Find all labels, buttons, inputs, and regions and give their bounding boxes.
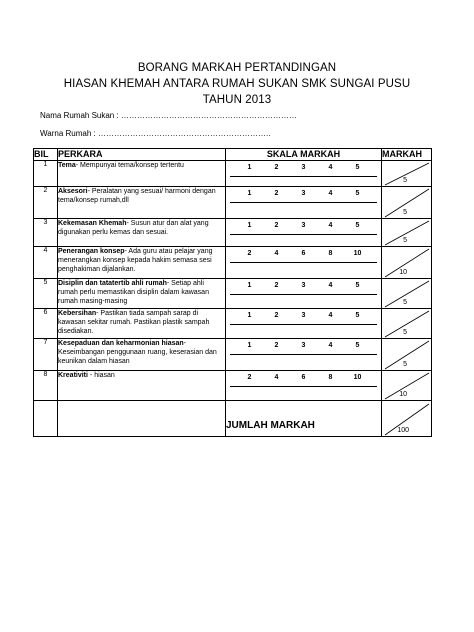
scale-value[interactable]: 2	[274, 312, 279, 319]
nama-rumah-blank: …………………………………………………………	[120, 111, 297, 120]
max-score: 5	[403, 237, 407, 244]
row-number: 3	[34, 219, 58, 247]
nama-rumah-label: Nama Rumah Sukan :	[40, 111, 119, 120]
row-number: 6	[34, 309, 58, 339]
scale-value[interactable]: 5	[355, 190, 360, 197]
criterion-label: Disiplin dan tatatertib ahli rumah	[58, 280, 167, 287]
scale-value[interactable]: 1	[247, 190, 252, 197]
row-number: 1	[34, 161, 58, 187]
scale-value[interactable]: 5	[355, 312, 360, 319]
header-skala-markah: SKALA MARKAH	[226, 149, 382, 161]
scale-cell	[226, 161, 382, 187]
scale-value[interactable]: 4	[328, 282, 333, 289]
header-perkara: PERKARA	[58, 149, 226, 161]
scale-value[interactable]: 4	[328, 190, 333, 197]
scale-cell	[226, 339, 382, 371]
scale-value[interactable]: 2	[274, 164, 279, 171]
max-score: 5	[403, 361, 407, 368]
criterion-label: Tema	[58, 162, 76, 169]
total-row	[34, 401, 432, 437]
scale-underline	[230, 354, 377, 355]
scale-value[interactable]: 3	[301, 342, 306, 349]
scale-value[interactable]: 2	[274, 282, 279, 289]
nama-rumah-field	[40, 111, 297, 120]
markah-cell[interactable]	[382, 339, 432, 371]
total-perkara-cell	[58, 401, 226, 437]
scale-value[interactable]: 6	[301, 374, 306, 381]
markah-cell[interactable]	[382, 161, 432, 187]
criterion-label: Penerangan konsep	[58, 248, 125, 255]
scale-cell	[226, 247, 382, 279]
table-row	[34, 279, 432, 309]
scale-value[interactable]: 1	[247, 164, 252, 171]
criterion-label: Kesepaduan dan keharmonian hiasan	[58, 340, 184, 347]
table-header-row	[34, 149, 432, 161]
scale-value[interactable]: 5	[355, 164, 360, 171]
markah-cell[interactable]	[382, 309, 432, 339]
title-line-1: BORANG MARKAH PERTANDINGAN	[137, 62, 337, 74]
scale-value[interactable]: 8	[328, 250, 333, 257]
row-number: 8	[34, 371, 58, 401]
scale-value[interactable]: 5	[355, 282, 360, 289]
criterion-cell	[58, 309, 226, 339]
scale-value[interactable]: 3	[301, 312, 306, 319]
score-table	[33, 148, 432, 437]
criterion-cell	[58, 187, 226, 219]
warna-rumah-label: Warna Rumah :	[40, 129, 96, 138]
criterion-cell	[58, 371, 226, 401]
scale-value[interactable]: 5	[355, 342, 360, 349]
total-label	[226, 401, 382, 437]
header-markah: MARKAH	[382, 149, 432, 161]
criterion-description: - Setiap ahli rumah perlu memastikan disiplin dalam kawasan rumah masing-masing	[58, 280, 209, 305]
row-number: 7	[34, 339, 58, 371]
scale-value[interactable]: 3	[301, 190, 306, 197]
title-line-3: TAHUN 2013	[202, 94, 272, 106]
row-number: 2	[34, 187, 58, 219]
scale-value[interactable]: 10	[353, 250, 362, 257]
markah-diagonal-line	[382, 219, 432, 247]
scale-underline	[230, 386, 377, 387]
scale-underline	[230, 176, 377, 177]
scale-cell	[226, 371, 382, 401]
markah-diagonal-line	[382, 309, 432, 339]
markah-cell[interactable]	[382, 187, 432, 219]
scale-value[interactable]: 8	[328, 374, 333, 381]
markah-diagonal-line	[382, 279, 432, 309]
criterion-cell	[58, 279, 226, 309]
criterion-cell	[58, 247, 226, 279]
scale-underline	[230, 202, 377, 203]
scale-value[interactable]: 4	[328, 312, 333, 319]
scale-underline	[230, 294, 377, 295]
max-score: 5	[403, 209, 407, 216]
total-label-text: JUMLAH MARKAH	[226, 420, 315, 431]
table-row	[34, 339, 432, 371]
criterion-cell	[58, 339, 226, 371]
scale-value[interactable]: 2	[274, 190, 279, 197]
scale-cell	[226, 187, 382, 219]
scale-underline	[230, 262, 377, 263]
warna-rumah-field	[40, 129, 270, 138]
scale-value[interactable]: 1	[247, 342, 252, 349]
max-score: 10	[399, 391, 407, 398]
scale-value[interactable]: 3	[301, 222, 306, 229]
scale-value[interactable]: 2	[247, 374, 252, 381]
markah-diagonal-line	[382, 161, 432, 187]
scale-value[interactable]: 1	[247, 222, 252, 229]
scale-value[interactable]: 1	[247, 282, 252, 289]
table-row	[34, 219, 432, 247]
criterion-description: - Mempunyai tema/konsep tertentu	[75, 162, 184, 169]
total-bil-cell	[34, 401, 58, 437]
markah-diagonal-line	[382, 339, 432, 371]
criterion-description: - Pastikan tiada sampah sarap di kawasan sekitar rumah. Pastikan plastik sampah disediakan.	[58, 310, 210, 335]
table-row	[34, 187, 432, 219]
scale-value[interactable]: 2	[274, 222, 279, 229]
scale-value[interactable]: 4	[274, 374, 279, 381]
scale-value[interactable]: 4	[328, 164, 333, 171]
max-score: 5	[403, 177, 407, 184]
scale-value[interactable]: 2	[247, 250, 252, 257]
max-score: 10	[399, 269, 407, 276]
title-line-2: HIASAN KHEMAH ANTARA RUMAH SUKAN SMK SUNGAI PUSU	[63, 78, 411, 90]
scale-value[interactable]: 5	[355, 222, 360, 229]
criterion-description: - Peralatan yang sesuai/ harmoni dengan tema/konsep rumah,dll	[58, 188, 216, 204]
criterion-cell	[58, 161, 226, 187]
scale-value[interactable]: 3	[301, 164, 306, 171]
total-max: 100	[397, 427, 409, 434]
max-score: 5	[403, 299, 407, 306]
criterion-label: Aksesori	[58, 188, 88, 195]
criterion-cell	[58, 219, 226, 247]
row-number: 5	[34, 279, 58, 309]
criterion-description: - hiasan	[87, 372, 115, 379]
scale-value[interactable]: 6	[301, 250, 306, 257]
table-row	[34, 371, 432, 401]
scale-underline	[230, 234, 377, 235]
scale-value[interactable]: 4	[274, 250, 279, 257]
scale-cell	[226, 279, 382, 309]
table-row	[34, 247, 432, 279]
criterion-description: - Ada guru atau pelajar yang menerangkan konsep kepada hakim semasa sesi penghakiman dijalankan.	[58, 248, 213, 273]
markah-diagonal-line	[382, 187, 432, 219]
scale-cell	[226, 309, 382, 339]
criterion-label: Kebersihan	[58, 310, 97, 317]
markah-cell[interactable]	[382, 279, 432, 309]
scale-underline	[230, 324, 377, 325]
max-score: 5	[403, 329, 407, 336]
criterion-label: Kekemasan Khemah	[58, 220, 127, 227]
warna-rumah-blank: ………………………………………………………..	[97, 129, 271, 138]
form-title	[0, 60, 474, 108]
header-bil: BIL	[34, 149, 58, 161]
row-number: 4	[34, 247, 58, 279]
markah-diagonal-line	[382, 247, 432, 279]
criterion-label: Kreativiti	[58, 372, 88, 379]
scale-value[interactable]: 4	[328, 222, 333, 229]
markah-cell[interactable]	[382, 371, 432, 401]
scale-value[interactable]: 2	[274, 342, 279, 349]
markah-diagonal-line	[382, 371, 432, 401]
scale-value[interactable]: 3	[301, 282, 306, 289]
total-markah-cell	[382, 401, 432, 437]
table-row	[34, 309, 432, 339]
scale-value[interactable]: 10	[353, 374, 362, 381]
criterion-description: - Susun atur dan alat yang digunakan perlu kemas dan sesuai.	[58, 220, 209, 236]
markah-cell[interactable]	[382, 219, 432, 247]
criterion-description: - Keseimbangan penggunaan ruang, keserasian dan keunikan dalam hiasan	[58, 340, 217, 365]
scale-value[interactable]: 1	[247, 312, 252, 319]
scale-cell	[226, 219, 382, 247]
markah-cell[interactable]	[382, 247, 432, 279]
table-row	[34, 161, 432, 187]
scale-value[interactable]: 4	[328, 342, 333, 349]
